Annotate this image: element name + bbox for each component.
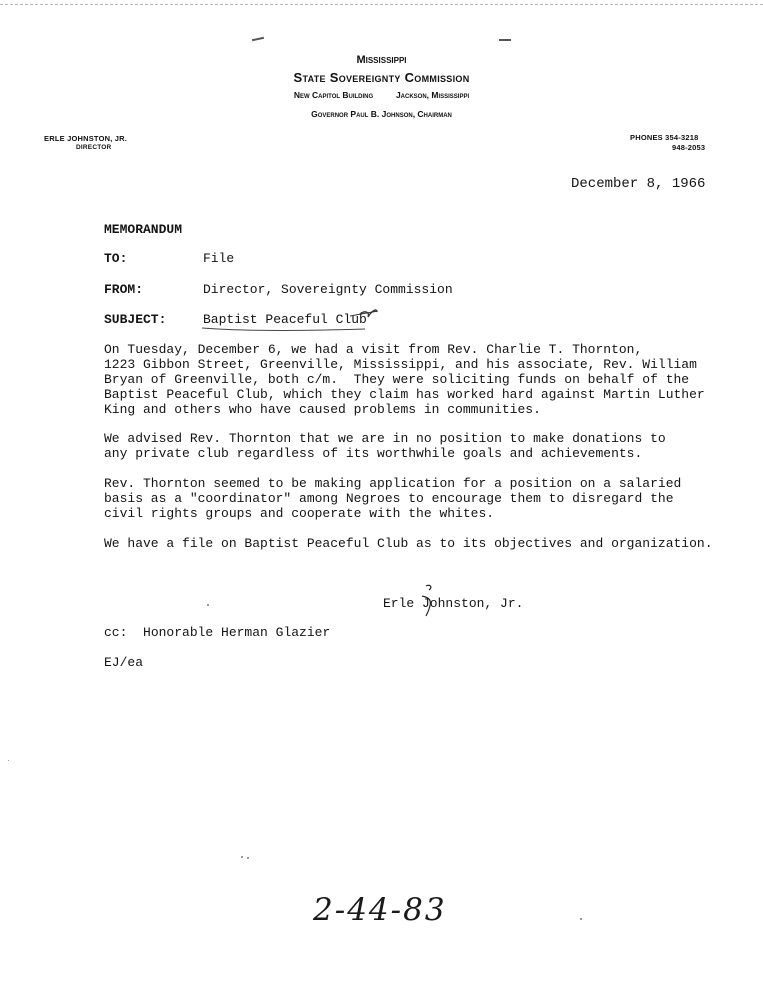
typist-initials: EJ/ea — [104, 655, 144, 670]
paragraph-file — [104, 536, 713, 551]
from-label: FROM: — [104, 282, 144, 297]
paragraph-advised — [104, 431, 704, 461]
phone-number-2: 948-2053 — [672, 143, 706, 152]
cc-label: cc: — [104, 625, 128, 640]
scan-speck — [247, 857, 249, 859]
paragraph-line: King and others who have caused problems in communities. — [104, 402, 541, 417]
letterhead-agency: State Sovereignty Commission — [293, 70, 470, 85]
paragraph-application — [104, 476, 704, 521]
scan-mark-right — [499, 39, 511, 41]
signature-pen-flourish — [416, 582, 440, 618]
letterhead-city: Jackson, Mississippi — [395, 90, 470, 100]
phones-label: PHONES — [630, 133, 663, 142]
letterhead-state: Mississippi — [356, 54, 407, 66]
subject-pen-mark — [200, 298, 380, 338]
paragraph-line: We have a file on Baptist Peaceful Club as to its objectives and organization. — [104, 536, 713, 551]
to-value: File — [203, 251, 235, 266]
paragraph-line: Bryan of Greenville, both c/m. They were soliciting funds on behalf of the — [104, 372, 690, 387]
paragraph-line: 1223 Gibbon Street, Greenville, Mississippi, and his associate, Rev. William — [104, 357, 697, 372]
director-title: DIRECTOR — [76, 144, 112, 151]
memo-heading: MEMORANDUM — [104, 222, 183, 237]
letterhead-governor: Governor Paul B. Johnson, Chairman — [311, 109, 452, 119]
paragraph-line: basis as a "coordinator" among Negroes to encourage them to disregard the — [104, 491, 674, 506]
phone-number-1: 354-3218 — [665, 133, 699, 142]
to-label: TO: — [104, 251, 128, 266]
phones-block — [630, 133, 698, 142]
subject-value: Baptist Peaceful Club — [203, 312, 367, 327]
cc-line — [104, 625, 330, 640]
letterhead-building: New Capitol Building — [293, 90, 374, 100]
signature-name: Erle Johnston, Jr. — [383, 596, 524, 611]
from-value: Director, Sovereignty Commission — [203, 282, 453, 297]
scan-mark-left — [252, 37, 264, 41]
paragraph-line: Baptist Peaceful Club, which they claim has worked hard against Martin Luther — [104, 387, 705, 402]
paragraph-line: Rev. Thornton seemed to be making application for a position on a salaried — [104, 476, 682, 491]
paragraph-line: On Tuesday, December 6, we had a visit from Rev. Charlie T. Thornton, — [104, 342, 643, 357]
scan-speck — [241, 856, 243, 858]
paragraph-visit — [104, 342, 704, 417]
top-edge-rule — [0, 4, 763, 5]
scan-speck — [8, 760, 9, 761]
paragraph-line: civil rights groups and cooperate with the whites. — [104, 506, 495, 521]
subject-label: SUBJECT: — [104, 312, 167, 327]
handwritten-file-number: 2-44-83 — [313, 892, 447, 928]
scan-speck — [580, 918, 582, 920]
cc-value: Honorable Herman Glazier — [143, 625, 331, 640]
letterhead-address — [0, 90, 763, 100]
paragraph-line: any private club regardless of its worthwhile goals and achievements. — [104, 446, 643, 461]
director-name: ERLE JOHNSTON, JR. — [44, 134, 128, 143]
memo-date: December 8, 1966 — [571, 176, 706, 192]
paragraph-line: We advised Rev. Thornton that we are in no position to make donations to — [104, 431, 666, 446]
scan-speck — [207, 604, 209, 606]
